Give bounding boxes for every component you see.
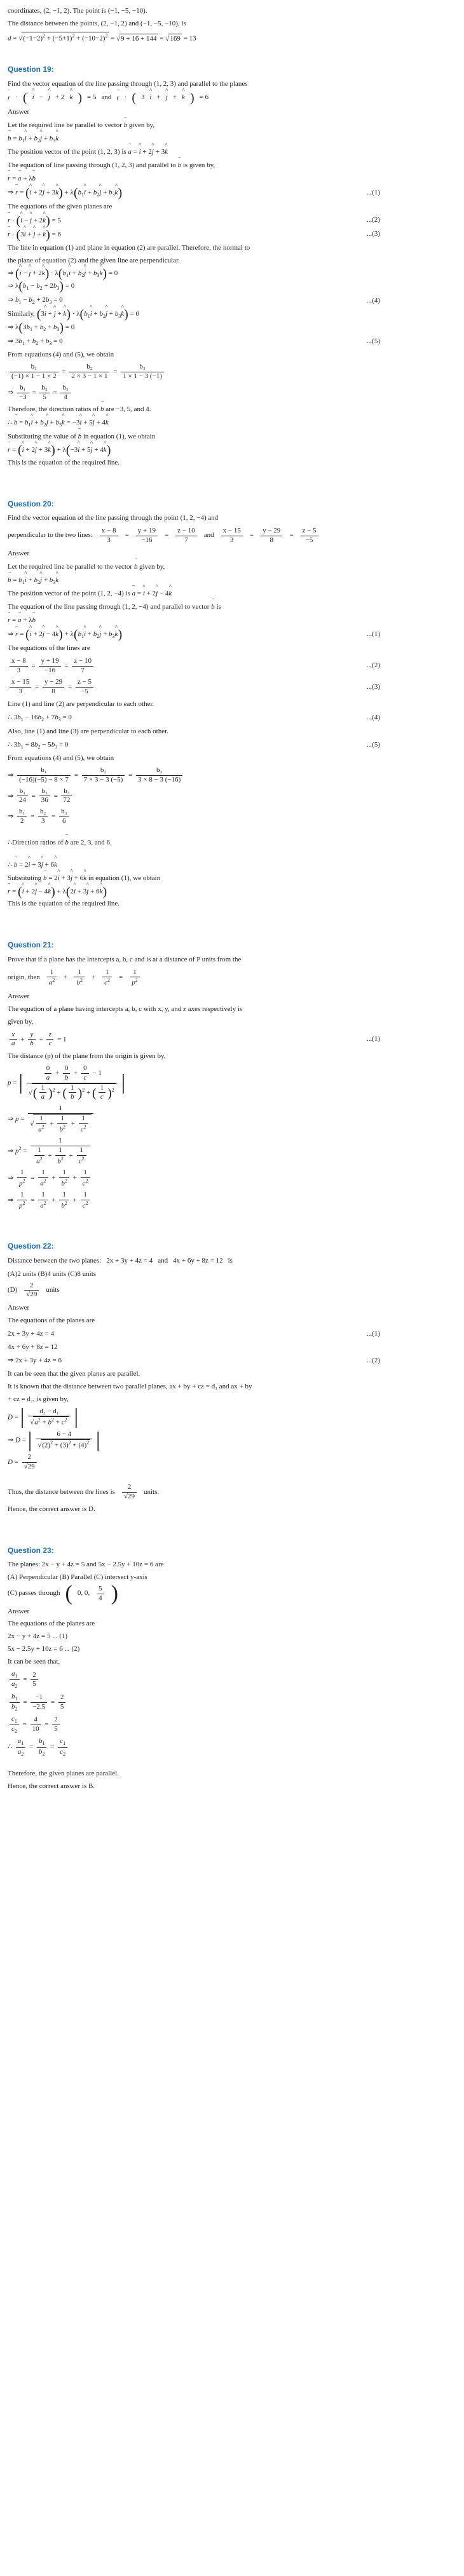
q20-eq-5: ∴ $3b_1 + 8b_2 - 5b_3 = 0$ ...(5) [8, 740, 456, 751]
q22-conclusion: Thus, the distance between the lines is $\frac{2}{√29}$ units. [8, 1483, 160, 1501]
q23-ratio-c: $\frac{c_1}{c_2}$ = $\frac{4}{10}$ = $\frac{2}{5}$ [8, 1715, 456, 1735]
q23-ratio-a: $\frac{a_1}{a_2}$ = $\frac{2}{5}$ [8, 1670, 456, 1690]
q21-prompt-1: Prove that if a plane has the intercepts a, b, c and is at a distance of P units from the [8, 955, 242, 963]
q20-final-eq: r → = (i ^ + 2j ^ − 4k ^) + λ(2i ^ + 3j ^ + 6k ^) [8, 886, 456, 897]
q22-line-7: + cz = d₂, is given by, [8, 1395, 69, 1403]
q20-eqnum-1: ...(1) [366, 630, 380, 639]
intro-block [8, 6, 456, 44]
question-22-heading: Question 22: [8, 1242, 54, 1251]
q20-vector-eq: r → = a → + λb → [8, 615, 456, 626]
q19-vector-eq: r → = a → + λb → [8, 173, 456, 184]
q23-answer-label: Answer [8, 1607, 30, 1615]
q21-eqnum-1: ...(1) [366, 1034, 380, 1043]
q20-line-1: Let the required line be parallel to the vector b → given by, [8, 562, 456, 573]
q19-eqnum-5: ...(5) [366, 337, 380, 345]
q19-line-21: Therefore, the direction ratios of b → are −3, 5, and 4. [8, 404, 456, 415]
q22-eqnum-2: ...(2) [366, 1356, 380, 1364]
q21-line-7: ⇒ $\frac{1}{p^2}$ = $\frac{1}{a^2}$ + $\frac{1}{b^2}$ + $\frac{1}{c^2}$ [8, 1169, 456, 1188]
q20-line-8: Line (1) and line (2) are perpendicular to each other. [8, 700, 154, 708]
q22-is: is [228, 1256, 233, 1264]
q22-line-6: It is known that the distance between two parallel planes, ax + by + cz = d₁ and ax + by [8, 1382, 252, 1390]
question-19-answer-label: Answer [8, 107, 30, 116]
q20-line-7: The equations of the lines are [8, 644, 90, 652]
q21-line-4: The distance (p) of the plane from the origin is given by, [8, 1052, 166, 1061]
q23-options-abc[interactable]: (A) Perpendicular (B) Parallel (C) intersect y-axis [8, 1573, 147, 1582]
q22-options-abc[interactable]: (A)2 units (B)4 units (C)8 units [8, 1270, 97, 1278]
q19-line-23: Substituting the value of b → in equation (1), we obtain [8, 431, 456, 442]
q19-eqnum-3: ...(3) [366, 230, 380, 238]
question-20-heading: Question 20: [8, 499, 54, 508]
q19-line-16: ⇒ $\lambda(3b_1 + b_2 + b_3) = 0$ [8, 320, 75, 335]
q21-p-formula: p = | $\frac{0}{a}$ + $\frac{0}{b}$ + $\frac{0}{c}$ − 1 √( $\frac{1}{a}$ )$^2$ + ( $\frac{1}{b}$ )$^2$ + ( $\frac{1}{c}$ )$^2$ | [8, 1064, 126, 1101]
q20-prompt-1: Find the vector equation of the line passing through the point (1, 2, −4) and [8, 514, 219, 522]
intro-line-1: coordinates, (2, −1, 2). The point is (−1, −5, −10). [8, 7, 147, 15]
q20-eqnum-5: ...(5) [366, 740, 380, 749]
q19-line-1: Let the required line be parallel to vector b → given by, [8, 120, 456, 131]
q19-line-15: Similarly, (3i ^ + j ^ + k ^) · $\lambda(b_1i$ ^ + $b_2j$ ^ + $b_3k$ ^) = 0 [8, 309, 456, 320]
q20-line-3: The position vector of the point (1, 2, −4) is a → = i ^ + 2j ^ − 4k ^ [8, 588, 456, 599]
q20-line-4: The equation of the line passing through (1, 2, −4) and parallel to vector b → is [8, 602, 456, 613]
q20-eqnum-2: ...(2) [366, 661, 380, 670]
q19-f2-den: 2 × 3 − 1 × 1 [71, 372, 108, 381]
q22-answer-label: Answer [8, 1304, 30, 1312]
q19-line-10: The line in equation (1) and plane in equation (2) are parallel. Therefore, the normal to [8, 243, 250, 252]
q22-eqnum-1: ...(1) [366, 1329, 380, 1338]
q20-ratio-2: ⇒ $\frac{\text{b₁}}{24}$ = $\frac{\text{b₂}}{36}$ = $\frac{\text{b₃}}{72}$ [8, 787, 456, 806]
q20-line-12: From equations (4) and (5), we obtain [8, 754, 114, 763]
and-text-1: and [101, 93, 112, 102]
q19-eqnum-4: ...(4) [366, 296, 380, 304]
q19-ratio-1: $\frac{\text{b₁}}{(-1) \times 1 - 1 \times 2}$ = $\frac{\text{b₂}}{2 \times 3 - 1 \times 1}$ = $\frac{\text{b₃}}{1 \times 1 - 3 (-1)}$ [8, 363, 456, 381]
q20-line-20: This is the equation of the required line. [8, 900, 119, 908]
q19-final-eq: r → = (i ^ + 2j ^ + 3k ^) + λ(−3i ^ + 5j ^ + 4k ^) [8, 445, 456, 456]
q19-line-4: The equation of line passing through (1, 2, 3) and parallel to b → is given by, [8, 160, 456, 171]
q20-eqnum-4: ...(4) [366, 714, 380, 722]
q21-line-6: ⇒ $p^2$ = 1 $\frac{1}{a^2}$ + $\frac{1}{b^2}$ + $\frac{1}{c^2}$ [8, 1137, 456, 1166]
q19-line-12: ⇒ (i ^ − j ^ + 2k ^) · $\lambda(b_1i$ ^ + $b_2j$ ^ + $b_3k$ ^) = 0 [8, 269, 456, 280]
q20-line-18: Substituting b → = 2i ^ + 3j ^ + 6k ^ in equation (1), we obtain [8, 873, 456, 884]
q23-option-c[interactable]: (C) passes through ( 0, 0, $\frac{5}{4}$ ) [8, 1582, 118, 1606]
q20-b-definition: b → = $b_1i$ ^ + $b_2j$ ^ + $b_3k$ ^ [8, 575, 456, 586]
q23-ratio-all: ∴ $\frac{a_1}{a_2}$ = $\frac{b_1}{b_2}$ = $\frac{c_1}{c_2}$ [8, 1737, 456, 1757]
q21-prompt-2: origin, then $\frac{1}{a^2}$ + $\frac{1}{b^2}$ + $\frac{1}{c^2}$ = $\frac{1}{p^2}$ [8, 968, 456, 988]
question-19-planes: r → · ( i ^ − j ^ + 2 k ^ ) = 5 and r → · ( 3 i ^ + j ^ + k ^ ) = 6 [8, 93, 456, 104]
q19-line-25: This is the equation of the required line. [8, 458, 119, 466]
q19-eq-4: ⇒ $b_1 - b_2 + 2b_3 = 0$ ...(4) [8, 295, 456, 306]
q19-eq-2: r → · (i ^ − j ^ + 2k ^) = 5 ...(2) [8, 215, 456, 226]
question-21-heading: Question 21: [8, 940, 54, 950]
q23-conclusion-2: Hence, the correct answer is B. [8, 1782, 95, 1790]
q23-ratio-b: $\frac{b_1}{b_2}$ = $\frac{-1}{-2.5}$ = $\frac{2}{5}$ [8, 1693, 456, 1712]
q22-D2-num: 6 − 4 [36, 1430, 92, 1440]
q21-line-2: given by, [8, 1017, 34, 1026]
q19-f1-num: b₁ [10, 363, 58, 372]
q22-option-d[interactable]: (D) $\frac{2}{√29}$ units [8, 1281, 60, 1299]
question-23-heading: Question 23: [8, 1545, 54, 1555]
q20-eqnum-3: ...(3) [366, 682, 380, 691]
intro-line-2: The distance between the points, (2, −1, 2) and (−1, −5, −10), is [8, 19, 186, 27]
q23-line-1: The equations of the planes are [8, 1620, 95, 1628]
q23-line-2: 2x − y + 4z = 5 ... (1) [8, 1632, 68, 1641]
q19-eq-3: r → · (3i ^ + j ^ + k ^) = 6 ...(3) [8, 229, 456, 240]
q20-eq-4: ∴ $3b_1 - 16b_2 + 7b_3 = 0$ ...(4) [8, 713, 456, 724]
q19-f1-den: (−1) × 1 − 1 × 2 [11, 372, 57, 381]
q19-line-18: From equations (4) and (5), we obtain [8, 351, 114, 359]
q22-plane-2: 4x + 6y + 8z = 12 [173, 1256, 223, 1264]
q20-prompt-2: perpendicular to the two lines: $\frac{x - 8}{3}$ = $\frac{y + 19}{-16}$ = $\frac{z - 10}{7}$ and $\frac{x - 15}{3}$ = $\frac{y - 29}{8}$ = $\frac{z - 5}{-5}$ [8, 527, 456, 545]
q22-eq-1: 2x + 3y + 4z = 4 ...(1) [8, 1329, 456, 1339]
q19-eq-1: ⇒ r → = (i ^ + 2j ^ + 3k ^) + $\lambda(b_1i$ ^ + $b_2j$ ^ + $b_3k$ ^) ...(1) [8, 187, 456, 199]
q21-line-1: The equation of a plane having intercepts a, b, c with x, y, and z axes respectively is [8, 1005, 243, 1013]
q21-line-5: ⇒ p = 1 √ $\frac{1}{a^2}$ + $\frac{1}{b^2}$ + $\frac{1}{c^2}$ [8, 1104, 456, 1134]
q22-correct-answer: Hence, the correct answer is D. [8, 1505, 95, 1513]
q23-line-4: It can be seen that, [8, 1658, 60, 1666]
q21-line-8: ⇒ $\frac{1}{p^2}$ = $\frac{1}{a^2}$ + $\frac{1}{b^2}$ + $\frac{1}{c^2}$ [8, 1191, 456, 1210]
q19-line-22: ∴ b → = $b_1i$ ^ + $b_2j$ ^ + $b_3k$ ^ = −3i ^ + 5j ^ + 4k ^ [8, 417, 456, 429]
q22-eq-2: ⇒ 2x + 3y + 4z = 6 ...(2) [8, 1356, 456, 1366]
q22-prompt: Distance between the two planes: 2x + 3y + 4z = 4 and 4x + 6y + 8z = 12 is [8, 1256, 456, 1266]
q21-answer-label: Answer [8, 992, 30, 1000]
q19-f2-num: b₂ [69, 363, 109, 372]
q22-line-5: It can be seen that the given planes are parallel. [8, 1369, 140, 1378]
q22-substitute-D: ⇒ D = | $\frac{6 - 4}{√(2)^2 + (3)^2 + (4)^2}$ | [8, 1428, 100, 1452]
q19-ratio-2: ⇒ $\frac{\text{b₁}}{-3}$ = $\frac{\text{b₂}}{5}$ = $\frac{\text{b₃}}{4}$ [8, 384, 456, 402]
q20-line-16: ∴Direction ratios of b → are 2, 3, and 6. [8, 837, 456, 848]
q19-line-11: the plane of equation (2) and the given line are perpendicular. [8, 256, 180, 264]
q20-eq-1: ⇒ r → = (i ^ + 2j ^ − 4k ^) + $\lambda(b_1i$ ^ + $b_2j$ ^ + $b_3k$ ^) ...(1) [8, 629, 456, 641]
q20-line-17: ∴ b → = 2i ^ + 3j ^ + 6k ^ [8, 860, 456, 871]
q23-conclusion-1: Therefore, the given planes are parallel. [8, 1769, 119, 1777]
q19-f3-num: b₃ [121, 363, 164, 372]
q19-eqnum-1: ...(1) [366, 189, 380, 197]
q20-answer-label: Answer [8, 549, 30, 557]
q22-line-3: 4x + 6y + 8z = 12 [8, 1343, 58, 1351]
q20-line-10: Also, line (1) and line (3) are perpendicular to each other. [8, 727, 168, 735]
q23-prompt-1: The planes: 2x − y + 4z = 5 and 5x − 2.5y + 10z = 6 are [8, 1561, 164, 1569]
q21-eq-1: $\frac{x}{a}$ + $\frac{y}{b}$ + $\frac{z}{c}$ = 1 ...(1) [8, 1031, 456, 1049]
q19-b-definition: b → = $b_1i$ ^ + $b_2j$ ^ + $b_3k$ ^ [8, 133, 456, 145]
q19-f3-den: 1 × 1 − 3 (−1) [123, 372, 162, 381]
q19-eq-5: ⇒ $3b_1 + b_2 + b_3 = 0$ ...(5) [8, 337, 456, 348]
q22-D-num: d₂ − d₁ [28, 1407, 70, 1417]
q19-eqnum-2: ...(2) [366, 216, 380, 224]
q19-line-7: The equations of the given planes are [8, 202, 113, 210]
q19-line-3: The position vector of the point (1, 2, 3) is a → = i ^ + 2j ^ + 3k ^ [8, 147, 456, 158]
q22-and: and [158, 1256, 168, 1264]
q19-line-13: ⇒ $\lambda(b_1 - b_2 + 2b_3) = 0$ [8, 279, 75, 294]
q20-ratio-3: ⇒ $\frac{\text{b₁}}{2}$ = $\frac{\text{b₂}}{3}$ = $\frac{\text{b₃}}{6}$ [8, 808, 456, 826]
question-19-prompt: Find the vector equation of the line passing through (1, 2, 3) and parallel to the planes [8, 79, 248, 88]
q22-plane-1: 2x + 3y + 4z = 4 [106, 1256, 153, 1264]
intro-distance-formula: $d = √(-1-2)^2 + (-5+1)^2 + (-10-2)^2 = √9 + 16 + 144 = √169 = 13$ [8, 32, 456, 44]
q23-line-3: 5x − 2.5y + 10z = 6 ... (2) [8, 1645, 80, 1653]
q20-eq-3: $\frac{x - 15}{3}$ = $\frac{y - 29}{8}$ = $\frac{z - 5}{-5}$ ...(3) [8, 678, 456, 696]
q22-line-1: The equations of the planes are [8, 1316, 95, 1324]
q22-result-D: D = $\frac{2}{√29}$ [8, 1453, 456, 1472]
question-19-heading: Question 19: [8, 65, 54, 74]
q20-eq-2: $\frac{x - 8}{3}$ = $\frac{y + 19}{-16}$ = $\frac{z - 10}{7}$ ...(2) [8, 657, 456, 675]
q20-ratio-1: ⇒ $\frac{\text{b₁}}{(-16)(-5) - 8 \times 7}$ = $\frac{\text{b₂}}{7 \times 3 - 3 (-5)}$ = $\frac{\text{b₃}}{3 \times 8 - 3 (-16)}$ [8, 766, 456, 785]
q22-formula-D: D = | $\frac{\text{d₂ − d₁}}{√a^2 + b^2 + c^2}$ | [8, 1405, 79, 1429]
